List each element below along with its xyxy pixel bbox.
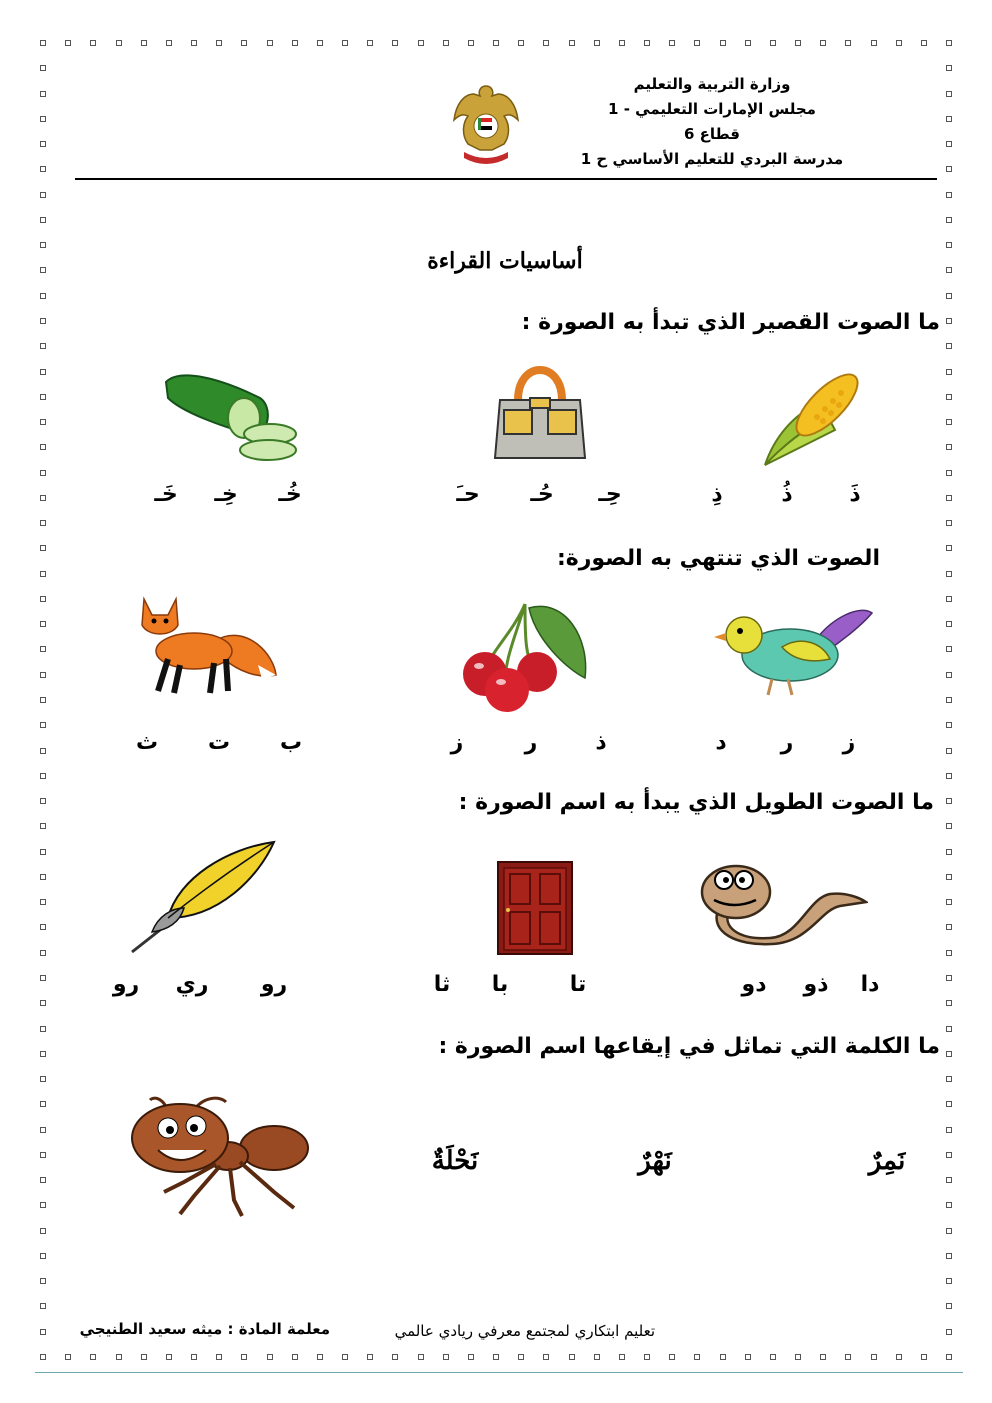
border-dot bbox=[40, 899, 46, 905]
border-dot bbox=[367, 1354, 373, 1360]
border-dot bbox=[795, 1354, 801, 1360]
border-dot bbox=[40, 116, 46, 122]
border-dot bbox=[946, 672, 952, 678]
border-dot bbox=[418, 40, 424, 46]
border-dot bbox=[946, 1051, 952, 1057]
option[interactable]: حـَ bbox=[456, 482, 480, 507]
border-dot bbox=[292, 1354, 298, 1360]
border-dot bbox=[392, 40, 398, 46]
border-dot bbox=[694, 40, 700, 46]
border-dot bbox=[946, 1177, 952, 1183]
option[interactable]: تا bbox=[569, 972, 587, 997]
border-dot bbox=[40, 141, 46, 147]
border-dot bbox=[946, 722, 952, 728]
option[interactable]: ثا bbox=[433, 972, 451, 997]
option[interactable]: ز bbox=[450, 730, 464, 755]
border-dot bbox=[40, 672, 46, 678]
border-dot bbox=[40, 1303, 46, 1309]
border-dot bbox=[418, 1354, 424, 1360]
border-dot bbox=[40, 318, 46, 324]
border-dot bbox=[946, 65, 952, 71]
border-dot bbox=[267, 40, 273, 46]
border-dot bbox=[694, 1354, 700, 1360]
border-dot bbox=[40, 495, 46, 501]
border-dot bbox=[946, 773, 952, 779]
border-dot bbox=[40, 849, 46, 855]
worm-icon bbox=[700, 858, 868, 946]
border-dot bbox=[141, 40, 147, 46]
option[interactable]: رو bbox=[260, 972, 288, 997]
border-dot bbox=[946, 899, 952, 905]
border-dot bbox=[946, 621, 952, 627]
cherry-icon bbox=[455, 598, 595, 716]
uae-emblem-icon bbox=[450, 80, 522, 168]
border-dot bbox=[946, 1026, 952, 1032]
border-dot bbox=[594, 40, 600, 46]
border-dot bbox=[619, 1354, 625, 1360]
border-dot bbox=[40, 1101, 46, 1107]
border-dot bbox=[946, 419, 952, 425]
border-dot bbox=[241, 1354, 247, 1360]
border-dot bbox=[40, 242, 46, 248]
cucumber-icon bbox=[160, 368, 305, 463]
border-dot bbox=[216, 1354, 222, 1360]
border-dot bbox=[669, 1354, 675, 1360]
border-dot bbox=[116, 1354, 122, 1360]
option[interactable]: ذ bbox=[595, 730, 607, 755]
border-dot bbox=[40, 267, 46, 273]
school-motto: تعليم ابتكاري لمجتمع معرفي ريادي عالمي bbox=[394, 1322, 655, 1340]
border-dot bbox=[40, 1329, 46, 1335]
border-dot bbox=[40, 444, 46, 450]
border-dot bbox=[90, 1354, 96, 1360]
border-dot bbox=[946, 1101, 952, 1107]
border-dot bbox=[871, 1354, 877, 1360]
border-dot bbox=[267, 1354, 273, 1360]
border-dot bbox=[543, 1354, 549, 1360]
border-dot bbox=[946, 798, 952, 804]
border-dot bbox=[65, 1354, 71, 1360]
option[interactable]: ذَ bbox=[849, 482, 861, 507]
border-dot bbox=[946, 217, 952, 223]
border-dot bbox=[40, 369, 46, 375]
border-dot bbox=[191, 40, 197, 46]
border-dot bbox=[946, 1127, 952, 1133]
border-dot bbox=[40, 419, 46, 425]
border-dot bbox=[946, 1278, 952, 1284]
question-1: ما الصوت القصير الذي تبدأ به الصورة : bbox=[521, 310, 940, 335]
border-dot bbox=[40, 1026, 46, 1032]
border-dot bbox=[720, 40, 726, 46]
border-dot bbox=[594, 1354, 600, 1360]
border-dot bbox=[720, 1354, 726, 1360]
option[interactable]: خِـ bbox=[214, 482, 238, 507]
border-dot bbox=[820, 40, 826, 46]
border-dot bbox=[946, 141, 952, 147]
border-dot bbox=[367, 40, 373, 46]
border-dot bbox=[166, 1354, 172, 1360]
header-block bbox=[532, 72, 892, 172]
border-dot bbox=[669, 40, 675, 46]
option[interactable]: ذِ bbox=[711, 482, 723, 507]
border-dot bbox=[770, 40, 776, 46]
header-divider bbox=[75, 178, 937, 180]
border-dot bbox=[946, 950, 952, 956]
feather-icon bbox=[128, 838, 278, 956]
border-dot bbox=[392, 1354, 398, 1360]
council-name: مجلس الإمارات التعليمي - 1 bbox=[608, 100, 816, 118]
border-dot bbox=[40, 520, 46, 526]
border-dot bbox=[216, 40, 222, 46]
border-dot bbox=[443, 40, 449, 46]
border-dot bbox=[40, 773, 46, 779]
question-2: الصوت الذي تنتهي به الصورة: bbox=[556, 546, 880, 571]
option[interactable]: ر bbox=[524, 730, 538, 755]
border-dot bbox=[40, 166, 46, 172]
border-dot bbox=[946, 520, 952, 526]
border-dot bbox=[40, 697, 46, 703]
border-dot bbox=[342, 40, 348, 46]
border-dot bbox=[946, 242, 952, 248]
border-dot bbox=[921, 1354, 927, 1360]
border-dot bbox=[40, 470, 46, 476]
option[interactable]: ث bbox=[135, 730, 159, 755]
border-dot bbox=[493, 1354, 499, 1360]
border-dot bbox=[40, 798, 46, 804]
bottom-rule bbox=[35, 1372, 963, 1373]
border-dot bbox=[317, 1354, 323, 1360]
border-dot bbox=[317, 40, 323, 46]
border-dot bbox=[946, 343, 952, 349]
border-dot bbox=[845, 40, 851, 46]
ant-icon bbox=[124, 1092, 312, 1218]
border-dot bbox=[40, 823, 46, 829]
border-dot bbox=[40, 1253, 46, 1259]
border-dot bbox=[644, 40, 650, 46]
border-dot bbox=[946, 267, 952, 273]
border-dot bbox=[921, 40, 927, 46]
option[interactable]: ر bbox=[780, 730, 794, 755]
border-dot bbox=[946, 1202, 952, 1208]
border-dot bbox=[946, 369, 952, 375]
bird-icon bbox=[712, 605, 877, 697]
border-dot bbox=[946, 545, 952, 551]
border-dot bbox=[946, 444, 952, 450]
border-dot bbox=[644, 1354, 650, 1360]
word-option[interactable]: نَحْلَةٌ bbox=[431, 1146, 479, 1176]
border-dot bbox=[166, 40, 172, 46]
border-dot bbox=[241, 40, 247, 46]
border-dot bbox=[191, 1354, 197, 1360]
border-dot bbox=[946, 1228, 952, 1234]
border-dot bbox=[40, 621, 46, 627]
option[interactable]: با bbox=[491, 972, 509, 997]
border-dot bbox=[40, 1278, 46, 1284]
border-dot bbox=[569, 40, 575, 46]
border-dot bbox=[569, 1354, 575, 1360]
border-dot bbox=[871, 40, 877, 46]
border-dot bbox=[946, 1152, 952, 1158]
border-dot bbox=[40, 343, 46, 349]
border-dot bbox=[946, 975, 952, 981]
option[interactable]: ذو bbox=[803, 972, 829, 997]
border-dot bbox=[292, 40, 298, 46]
option[interactable]: ت bbox=[207, 730, 231, 755]
border-dot bbox=[40, 571, 46, 577]
border-dot bbox=[40, 1202, 46, 1208]
word-option[interactable]: نَمِرٌ bbox=[868, 1146, 906, 1176]
border-dot bbox=[40, 950, 46, 956]
option[interactable]: ري bbox=[175, 972, 209, 997]
option[interactable]: دا bbox=[860, 972, 880, 997]
border-dot bbox=[40, 1152, 46, 1158]
border-dot bbox=[946, 823, 952, 829]
border-dot bbox=[946, 924, 952, 930]
option[interactable]: خَـ bbox=[154, 482, 178, 507]
border-dot bbox=[770, 1354, 776, 1360]
option[interactable]: دو bbox=[741, 972, 767, 997]
border-dot bbox=[518, 1354, 524, 1360]
word-option[interactable]: نَهْرٌ bbox=[638, 1146, 672, 1176]
border-dot bbox=[40, 1076, 46, 1082]
border-dot bbox=[946, 874, 952, 880]
border-dot bbox=[946, 293, 952, 299]
option[interactable]: رو bbox=[112, 972, 140, 997]
border-dot bbox=[820, 1354, 826, 1360]
border-dot bbox=[40, 874, 46, 880]
border-dot bbox=[40, 394, 46, 400]
border-dot bbox=[946, 40, 952, 46]
border-dot bbox=[946, 571, 952, 577]
border-dot bbox=[946, 748, 952, 754]
option[interactable]: ز bbox=[842, 730, 856, 755]
border-dot bbox=[493, 40, 499, 46]
border-dot bbox=[946, 470, 952, 476]
border-dot bbox=[795, 40, 801, 46]
question-4: ما الكلمة التي تماثل في إيقاعها اسم الصورة : bbox=[438, 1034, 940, 1059]
border-dot bbox=[40, 596, 46, 602]
bag-icon bbox=[490, 350, 590, 465]
border-dot bbox=[40, 722, 46, 728]
option[interactable]: ذُ bbox=[781, 482, 793, 507]
border-dot bbox=[468, 1354, 474, 1360]
border-dot bbox=[40, 293, 46, 299]
border-dot bbox=[342, 1354, 348, 1360]
fox-icon bbox=[128, 595, 278, 697]
ministry-name: وزارة التربية والتعليم bbox=[633, 75, 791, 93]
border-dot bbox=[745, 40, 751, 46]
border-dot bbox=[946, 1303, 952, 1309]
page-title: أساسيات القراءة bbox=[427, 248, 583, 274]
border-dot bbox=[946, 646, 952, 652]
border-dot bbox=[946, 91, 952, 97]
border-dot bbox=[946, 1253, 952, 1259]
option[interactable]: خُـ bbox=[278, 482, 302, 507]
border-dot bbox=[946, 849, 952, 855]
border-dot bbox=[946, 697, 952, 703]
border-dot bbox=[40, 40, 46, 46]
option[interactable]: ب bbox=[279, 730, 303, 755]
border-dot bbox=[518, 40, 524, 46]
option[interactable]: حُـ bbox=[530, 482, 554, 507]
question-3: ما الصوت الطويل الذي يبدأ به اسم الصورة : bbox=[458, 790, 934, 815]
border-dot bbox=[40, 192, 46, 198]
border-dot bbox=[40, 975, 46, 981]
border-dot bbox=[946, 116, 952, 122]
border-dot bbox=[90, 40, 96, 46]
option[interactable]: د bbox=[715, 730, 727, 755]
border-dot bbox=[619, 40, 625, 46]
border-dot bbox=[946, 1354, 952, 1360]
border-dot bbox=[40, 1051, 46, 1057]
border-dot bbox=[40, 748, 46, 754]
teacher-name: معلمة المادة : ميثه سعيد الطنيجي bbox=[79, 1320, 330, 1338]
border-dot bbox=[896, 40, 902, 46]
border-dot bbox=[65, 40, 71, 46]
border-dot bbox=[40, 1228, 46, 1234]
border-dot bbox=[543, 40, 549, 46]
border-dot bbox=[845, 1354, 851, 1360]
border-dot bbox=[40, 1127, 46, 1133]
school-name: مدرسة البردي للتعليم الأساسي ح 1 bbox=[580, 150, 844, 168]
border-dot bbox=[946, 318, 952, 324]
border-dot bbox=[946, 1076, 952, 1082]
border-dot bbox=[946, 1329, 952, 1335]
border-dot bbox=[946, 166, 952, 172]
door-icon bbox=[496, 860, 574, 956]
sector-name: قطاع 6 bbox=[684, 125, 740, 143]
border-dot bbox=[116, 40, 122, 46]
border-dot bbox=[946, 495, 952, 501]
border-dot bbox=[946, 394, 952, 400]
border-dot bbox=[141, 1354, 147, 1360]
border-dot bbox=[40, 1177, 46, 1183]
border-dot bbox=[40, 91, 46, 97]
border-dot bbox=[946, 1000, 952, 1006]
border-dot bbox=[946, 596, 952, 602]
corn-icon bbox=[755, 365, 875, 473]
border-dot bbox=[745, 1354, 751, 1360]
border-dot bbox=[40, 924, 46, 930]
border-dot bbox=[946, 192, 952, 198]
border-dot bbox=[40, 545, 46, 551]
border-dot bbox=[468, 40, 474, 46]
border-dot bbox=[40, 1354, 46, 1360]
border-dot bbox=[896, 1354, 902, 1360]
border-dot bbox=[443, 1354, 449, 1360]
border-dot bbox=[40, 217, 46, 223]
border-dot bbox=[40, 1000, 46, 1006]
option[interactable]: حِـ bbox=[598, 482, 622, 507]
border-dot bbox=[40, 65, 46, 71]
border-dot bbox=[40, 646, 46, 652]
